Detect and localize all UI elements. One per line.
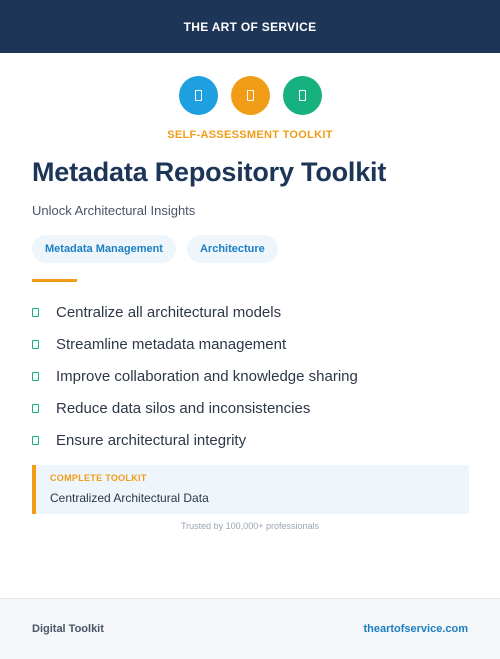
feature-item — [32, 392, 472, 424]
footer-bar — [0, 598, 500, 659]
icon-row — [0, 76, 500, 115]
check-icon — [32, 372, 39, 381]
feature-item — [32, 424, 472, 456]
accent-divider — [32, 279, 77, 282]
check-icon — [32, 308, 39, 317]
feature-item — [32, 360, 472, 392]
check-icon — [32, 340, 39, 349]
eyebrow-label: SELF-ASSESSMENT TOOLKIT — [167, 129, 333, 141]
website-link[interactable]: theartofservice.com — [363, 623, 468, 635]
tag-architecture: Architecture — [187, 235, 278, 263]
footer-label: Digital Toolkit — [32, 623, 104, 635]
document-icon — [231, 76, 270, 115]
trusted-note: Trusted by 100,000+ professionals — [180, 521, 319, 531]
feature-text: Reduce data silos and inconsistencies — [56, 399, 311, 417]
tag-metadata-management: Metadata Management — [32, 235, 176, 263]
document-icon — [283, 76, 322, 115]
check-icon — [32, 404, 39, 413]
page-title: Metadata Repository Toolkit — [32, 157, 387, 187]
callout-text: Centralized Architectural Data — [50, 491, 209, 505]
feature-text: Centralize all architectural models — [56, 303, 282, 321]
document-icon — [179, 76, 218, 115]
feature-list — [32, 296, 472, 456]
document-glyph-icon — [247, 90, 254, 101]
document-glyph-icon — [299, 90, 306, 101]
feature-item — [32, 296, 472, 328]
callout-box — [32, 465, 469, 514]
header-bar — [0, 0, 500, 53]
document-glyph-icon — [195, 90, 202, 101]
feature-text: Ensure architectural integrity — [56, 431, 247, 449]
brand-name: THE ART OF SERVICE — [183, 19, 317, 34]
callout-label: COMPLETE TOOLKIT — [50, 473, 147, 483]
subtitle: Unlock Architectural Insights — [32, 203, 196, 218]
feature-item — [32, 328, 472, 360]
feature-text: Streamline metadata management — [56, 335, 287, 353]
tag-list — [32, 235, 278, 263]
check-icon — [32, 436, 39, 445]
feature-text: Improve collaboration and knowledge sharing — [56, 367, 358, 385]
